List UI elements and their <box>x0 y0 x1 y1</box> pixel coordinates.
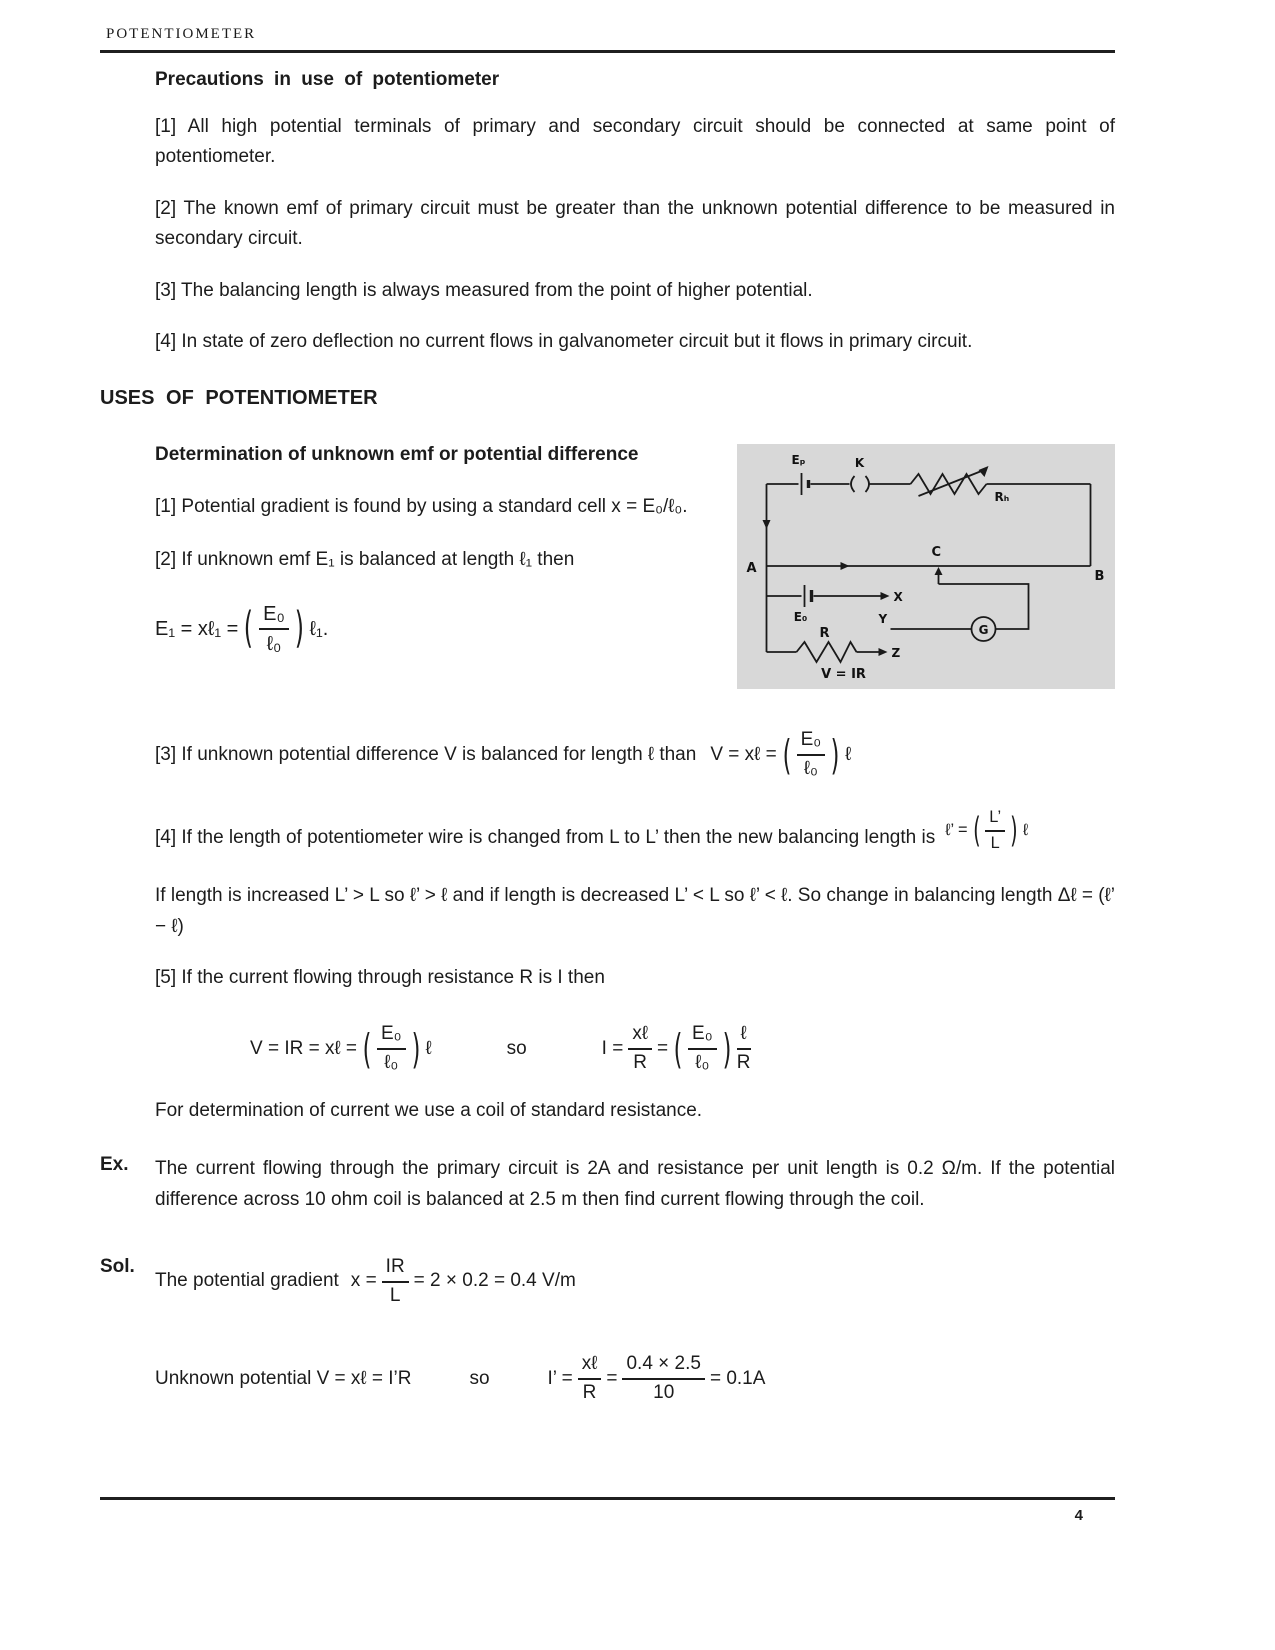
fraction-denominator: R <box>633 1052 648 1074</box>
label-ep: Eₚ <box>791 453 806 468</box>
formula-e1 <box>155 602 328 656</box>
label-z: Z <box>891 646 901 661</box>
header-rule <box>100 50 1115 53</box>
formula-new-length <box>945 808 1028 853</box>
formula-e1-lhs: E₁ = xℓ₁ = <box>155 617 239 640</box>
fraction <box>737 1023 751 1075</box>
fraction <box>628 1023 652 1075</box>
so-connector: so <box>506 1038 527 1060</box>
formula-lhs: ℓ’ = <box>945 820 968 839</box>
determination-point-2: [2] If unknown emf E₁ is balanced at length ℓ₁ then <box>155 549 575 571</box>
right-paren-icon: ) <box>722 1024 731 1073</box>
label-x: X <box>893 590 903 605</box>
formula-tail: ℓ <box>1022 820 1029 839</box>
fraction <box>382 1256 409 1308</box>
fraction <box>578 1353 602 1405</box>
determination-section <box>100 444 1115 689</box>
point-4-note: If length is increased L’ > L so ℓ’ > ℓ and if length is decreased L’ < L so ℓ’ < ℓ. So change in balancing length Δℓ = (ℓ’ − ℓ) <box>155 885 1115 937</box>
fraction-denominator: ℓ₀ <box>695 1052 710 1074</box>
determination-point-1: [1] Potential gradient is found by using a standard cell x = E₀/ℓ₀. <box>155 496 688 518</box>
fraction-numerator: E₀ <box>688 1023 717 1050</box>
right-paren-icon: ) <box>411 1024 420 1073</box>
formula-lhs: I = <box>601 1037 624 1059</box>
point-4-text: [4] If the length of potentiometer wire is changed from L to L’ then the new balancing length is <box>155 826 936 848</box>
fraction <box>797 729 826 781</box>
formula-current <box>602 1023 751 1075</box>
fraction-numerator: E₀ <box>797 729 826 756</box>
fraction-numerator: E₀ <box>377 1023 406 1050</box>
solution-block <box>100 1256 1115 1308</box>
fraction-numerator: 0.4 × 2.5 <box>622 1353 704 1380</box>
so-connector: so <box>469 1368 490 1390</box>
page-header <box>100 26 1115 53</box>
fraction-denominator: ℓ₀ <box>803 758 818 780</box>
formula-lhs: V = IR = xℓ = <box>250 1037 357 1059</box>
determination-heading: Determination of unknown emf or potential difference <box>155 444 639 466</box>
formula-tail: ℓ <box>425 1037 432 1059</box>
formula-v-xl <box>710 729 851 781</box>
fraction-numerator: L’ <box>985 808 1005 832</box>
fraction-numerator: xℓ <box>578 1353 602 1380</box>
fraction-numerator: E₀ <box>259 602 289 630</box>
label-r: R <box>819 626 830 642</box>
right-paren-icon: ) <box>294 603 304 654</box>
example-label: Ex. <box>100 1154 129 1176</box>
formula-tail: = 2 × 0.2 = 0.4 V/m <box>413 1270 576 1292</box>
equals-sign: = <box>656 1037 669 1059</box>
label-v-ir: V = IR <box>821 667 866 683</box>
page-footer <box>100 1497 1115 1524</box>
formula-result <box>548 1353 766 1405</box>
label-g: G <box>978 623 989 638</box>
formula-v-ir <box>250 1023 432 1075</box>
fraction <box>377 1023 406 1075</box>
left-paren-icon: ( <box>362 1024 372 1073</box>
right-paren-icon: ) <box>1010 809 1018 851</box>
fraction-denominator: ℓ₀ <box>384 1052 399 1074</box>
label-k: K <box>854 456 865 471</box>
left-paren-icon: ( <box>782 730 792 779</box>
fraction-numerator: ℓ <box>737 1023 751 1050</box>
formula-lhs: I’ = <box>547 1367 573 1389</box>
solution-line-2 <box>155 1353 1115 1405</box>
label-a: A <box>746 561 757 577</box>
footer-rule <box>100 1497 1115 1500</box>
precaution-item-2: [2] The known emf of primary circuit must be greater than the unknown potential difference to be measured in secondary circuit. <box>155 197 1115 250</box>
formula-e1-tail: ℓ₁. <box>309 617 329 640</box>
point-5-formula-row <box>250 1023 1115 1075</box>
uses-heading: USES OF POTENTIOMETER <box>100 387 378 410</box>
label-c: C <box>931 545 942 561</box>
precaution-item-3: [3] The balancing length is always measured from the point of higher potential. <box>155 279 813 301</box>
fraction-denominator: 10 <box>653 1382 675 1404</box>
fraction <box>259 602 289 656</box>
page-number: 4 <box>1074 1507 1083 1524</box>
fraction-denominator: ℓ₀ <box>266 632 282 655</box>
label-e0: E₀ <box>793 610 808 625</box>
current-note: For determination of current we use a coil of standard resistance. <box>155 1099 703 1121</box>
precautions-heading: Precautions in use of potentiometer <box>155 69 500 90</box>
fraction-numerator: IR <box>382 1256 409 1283</box>
page-title: POTENTIOMETER <box>106 26 257 42</box>
point-4-line <box>155 807 1115 860</box>
point-5-text: [5] If the current flowing through resistance R is I then <box>155 966 605 988</box>
point-3-text: [3] If unknown potential difference V is balanced for length ℓ than <box>155 744 697 766</box>
solution-line-1 <box>155 1256 1115 1308</box>
circuit-svg <box>737 444 1115 689</box>
fraction-denominator: L <box>389 1284 401 1306</box>
label-rh: Rₕ <box>994 490 1010 505</box>
formula-tail: = 0.1A <box>709 1367 766 1389</box>
fraction-denominator: R <box>582 1382 597 1404</box>
precaution-item-1: [1] All high potential terminals of primary and secondary circuit should be connected at same point of potentiometer. <box>155 116 1115 168</box>
determination-text-column <box>155 444 730 689</box>
fraction-numerator: xℓ <box>628 1023 652 1050</box>
label-b: B <box>1094 569 1105 585</box>
unknown-potential-text: Unknown potential V = xℓ = I’R <box>155 1368 412 1390</box>
equals-sign: = <box>606 1367 618 1389</box>
right-paren-icon: ) <box>830 730 840 779</box>
example-text: The current flowing through the primary circuit is 2A and resistance per unit length is 0.2 Ω/m. If the potential difference across 10 ohm coil is balanced at 2.5 m then find current flowing through the coil. <box>155 1158 1115 1211</box>
formula-lhs: V = xℓ = <box>710 743 777 765</box>
fraction-denominator: R <box>736 1052 751 1074</box>
formula-gradient <box>351 1256 576 1308</box>
fraction <box>622 1353 704 1405</box>
formula-lhs: x = <box>350 1270 377 1292</box>
example-block <box>100 1154 1115 1216</box>
point-3-line <box>155 729 1115 781</box>
fraction <box>688 1023 717 1075</box>
left-paren-icon: ( <box>244 603 254 654</box>
label-y: Y <box>878 612 888 627</box>
circuit-diagram <box>737 444 1115 689</box>
fraction-denominator: L <box>990 833 1000 852</box>
formula-tail: ℓ <box>845 743 852 765</box>
fraction <box>985 808 1005 853</box>
solution-label: Sol. <box>100 1255 135 1277</box>
content-area <box>100 26 1115 1405</box>
left-paren-icon: ( <box>673 1024 683 1073</box>
solution-intro: The potential gradient <box>155 1270 339 1292</box>
precaution-item-4: [4] In state of zero deflection no current flows in galvanometer circuit but it flows in primary circuit. <box>155 330 973 352</box>
left-paren-icon: ( <box>972 809 981 851</box>
